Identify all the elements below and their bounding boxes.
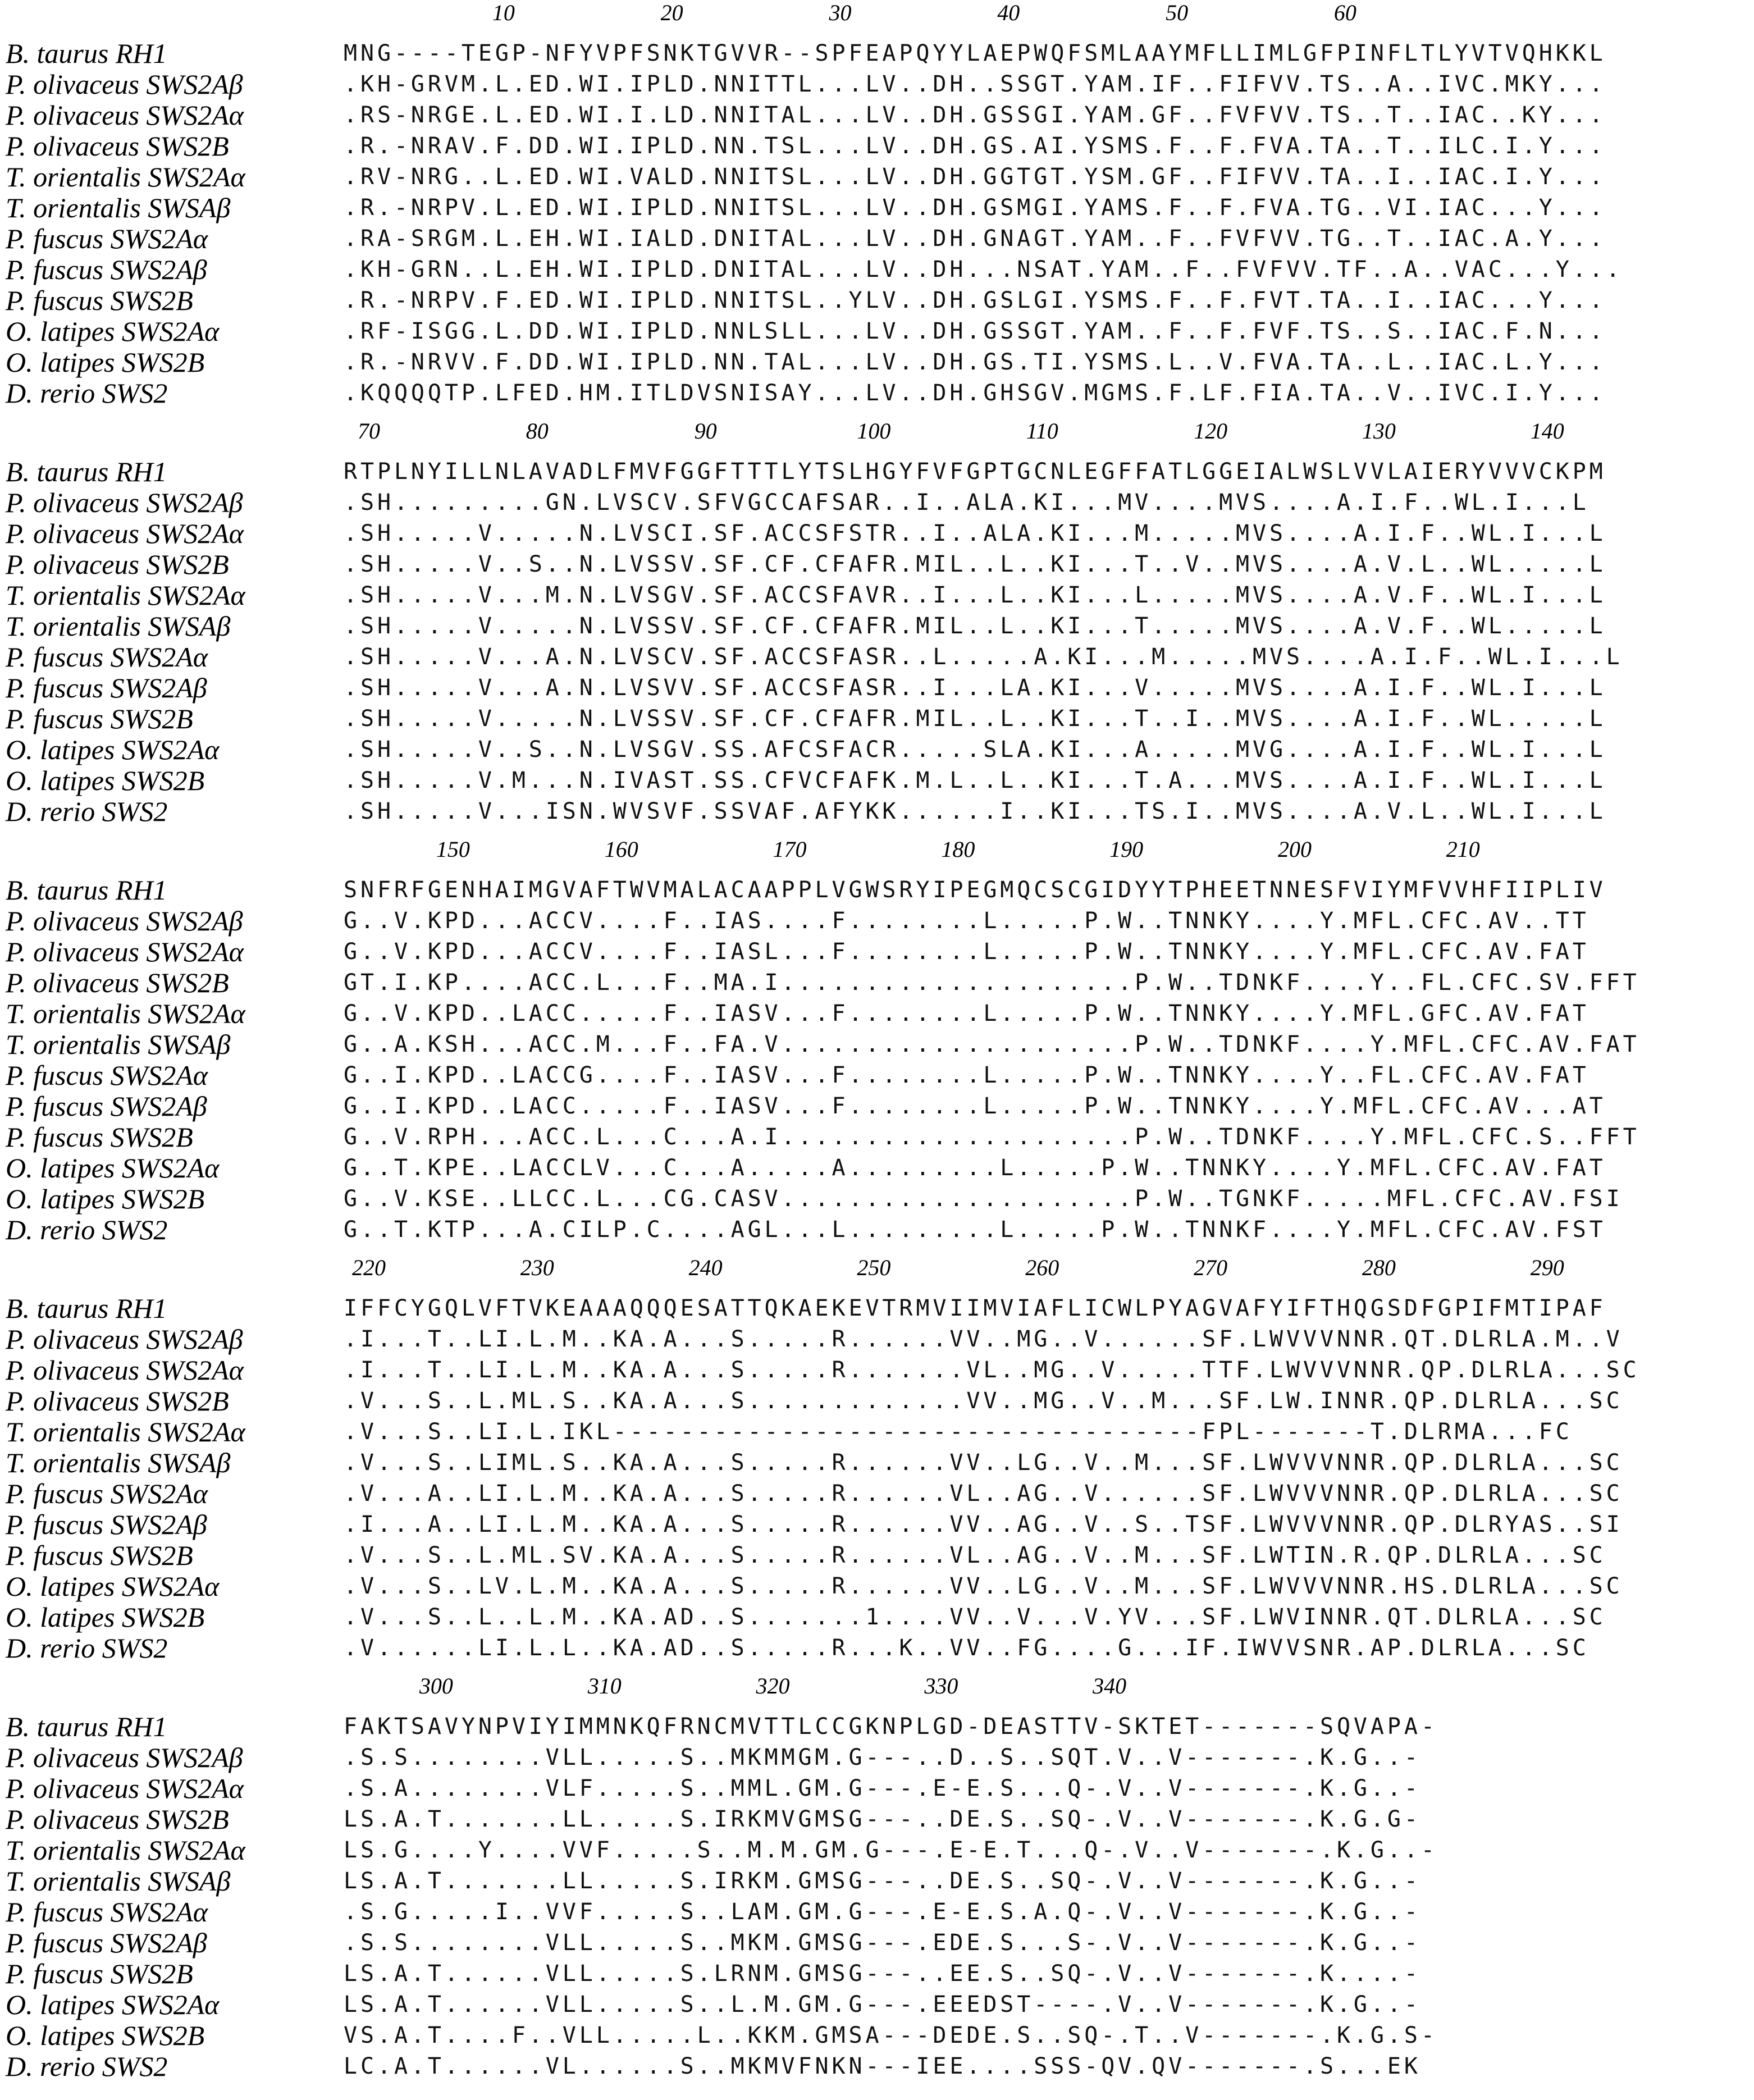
sequence: .V...S..LV.L.M..KA.A...S.....R......VV..LG..V..M...SF.LWVVVNNR.HS.DLRLA...SC bbox=[344, 1573, 1623, 1599]
alignment-row bbox=[0, 162, 1754, 193]
sequence: .SH.........GN.LVSCV.SFVGCCAFSAR..I..ALA.KI...MV....MVS....A.I.F..WL.I...L bbox=[344, 490, 1589, 515]
alignment-row bbox=[0, 1324, 1754, 1355]
species-label: P. fuscus SWS2Aα bbox=[6, 1060, 208, 1091]
sequence: .SH.....V...M.N.LVSGV.SF.ACCSFAVR..I...L..KI...L.....MVS....A.V.F..WL.I...L bbox=[344, 582, 1606, 608]
sequence: .SH.....V.....N.LVSSV.SF.CF.CFAFR.MIL..L..KI...T.....MVS....A.V.F..WL.....L bbox=[344, 613, 1606, 639]
species-label: P. fuscus SWS2Aβ bbox=[6, 1090, 207, 1122]
sequence: .S.S........VLL.....S..MKMMGM.G---..D..S..SQT.V..V-------.K.G..- bbox=[344, 1745, 1421, 1770]
position-tick: 80 bbox=[526, 418, 549, 444]
sequence: G..V.RPH...ACC.L...C...A.I.....................P.W..TDNKF....Y.MFL.CFC.S..FFT bbox=[344, 1124, 1640, 1150]
alignment-row bbox=[0, 967, 1754, 998]
position-tick: 270 bbox=[1194, 1255, 1228, 1280]
sequence: .R.-NRPV.L.ED.WI.IPLD.NNITSL...LV..DH.GSMGI.YAMS.F..F.FVA.TG..VI.IAC...Y... bbox=[344, 195, 1606, 221]
sequence: G..T.KTP...A.CILP.C....AGL...L.........L.....P.W..TNNKF....Y.MFL.CFC.AV.FST bbox=[344, 1217, 1606, 1243]
alignment-row bbox=[0, 2020, 1754, 2051]
species-label: P. olivaceus SWS2Aα bbox=[6, 99, 244, 131]
sequence: G..T.KPE..LACCLV...C...A.....A.........L.....P.W..TNNKY....Y.MFL.CFC.AV.FAT bbox=[344, 1155, 1606, 1181]
sequence: LS.A.T.......LL.....S.IRKMVGMSG---..DE.S..SQ-.V..V-------.K.G.G- bbox=[344, 1806, 1421, 1832]
alignment-row bbox=[0, 937, 1754, 967]
position-tick: 300 bbox=[419, 1673, 453, 1699]
alignment-row bbox=[0, 1989, 1754, 2020]
sequence: LS.A.T......VLL.....S..L.M.GM.G---.EEEDST----.V..V-------.K.G..- bbox=[344, 1992, 1421, 2017]
position-tick: 130 bbox=[1362, 418, 1396, 444]
alignment-row bbox=[0, 1448, 1754, 1478]
alignment-row bbox=[0, 1386, 1754, 1417]
sequence: .I...T..LI.L.M..KA.A...S.....R.......VL..MG..V.....TTF.LWVVVNNR.QP.DLRLA...SC bbox=[344, 1357, 1640, 1383]
alignment-row bbox=[0, 1773, 1754, 1804]
species-label: P. fuscus SWS2Aα bbox=[6, 1478, 208, 1509]
alignment-row bbox=[0, 796, 1754, 827]
species-label: T. orientalis SWS2Aα bbox=[6, 998, 245, 1029]
species-label: B. taurus RH1 bbox=[6, 38, 167, 69]
species-label: P. olivaceus SWS2B bbox=[6, 967, 229, 998]
sequence: .V......LI.L.L..KA.AD..S.....R...K..VV..FG....G...IF.IWVVSNR.AP.DLRLA...SC bbox=[344, 1635, 1589, 1661]
alignment-row bbox=[0, 1029, 1754, 1060]
sequence: .V...S..L.ML.SV.KA.A...S.....R......VL..AG..V..M...SF.LWTIN.R.QP.DLRLA...SC bbox=[344, 1542, 1606, 1568]
species-label: T. orientalis SWSAβ bbox=[6, 1447, 231, 1478]
sequence: .SH.....V.M...N.IVAST.SS.CFVCFAFK.M.L..L..KI...T.A...MVS....A.I.F..WL.I...L bbox=[344, 768, 1606, 793]
sequence: G..A.KSH...ACC.M...F..FA.V.....................P.W..TDNKF....Y.MFL.CFC.AV.FAT bbox=[344, 1031, 1640, 1057]
position-tick: 140 bbox=[1530, 418, 1564, 444]
alignment-row bbox=[0, 38, 1754, 69]
position-tick: 200 bbox=[1277, 837, 1312, 862]
species-label: P. olivaceus SWS2Aα bbox=[6, 518, 244, 549]
sequence: G..I.KPD..LACCG....F..IASV...F........L.....P.W..TNNKY....Y..FL.CFC.AV.FAT bbox=[344, 1062, 1589, 1088]
position-ruler bbox=[0, 837, 1754, 874]
sequence: GT.I.KP....ACC.L...F..MA.I.....................P.W..TDNKF....Y..FL.CFC.SV.FFT bbox=[344, 970, 1640, 996]
species-label: O. latipes SWS2B bbox=[6, 765, 205, 796]
alignment-row bbox=[0, 998, 1754, 1029]
species-label: O. latipes SWS2B bbox=[6, 1601, 205, 1633]
sequence: .SH.....V...A.N.LVSCV.SF.ACCSFASR..L.....A.KI...M.....MVS....A.I.F..WL.I...L bbox=[344, 644, 1623, 670]
alignment-row bbox=[0, 1215, 1754, 1245]
sequence: SNFRFGENHAIMGVAFTWVMALACAAPPLVGWSRYIPEGMQCSCGIDYYTPHEETNNESFVIYMFVVHFIIPLIV bbox=[344, 877, 1606, 903]
species-label: P. fuscus SWS2B bbox=[6, 1121, 193, 1153]
species-label: D. rerio SWS2 bbox=[6, 796, 168, 827]
sequence: .R.-NRAV.F.DD.WI.IPLD.NN.TSL...LV..DH.GS.AI.YSMS.F..F.FVA.TA..T..ILC.I.Y... bbox=[344, 133, 1606, 159]
alignment-row bbox=[0, 611, 1754, 642]
alignment-row bbox=[0, 347, 1754, 378]
species-label: P. fuscus SWS2B bbox=[6, 1958, 193, 1989]
alignment-row bbox=[0, 906, 1754, 937]
sequence: .KH-GRN..L.EH.WI.IPLD.DNITAL...LV..DH...NSAT.YAM..F..FVFVV.TF..A..VAC...Y... bbox=[344, 257, 1623, 282]
sequence: .KQQQQTP.LFED.HM.ITLDVSNISAY...LV..DH.GHSGV.MGMS.F.LF.FIA.TA..V..IVC.I.Y... bbox=[344, 380, 1606, 406]
alignment-row bbox=[0, 487, 1754, 518]
alignment-row bbox=[0, 254, 1754, 285]
position-tick: 250 bbox=[857, 1255, 891, 1280]
alignment-row bbox=[0, 1293, 1754, 1324]
sequence: .S.G.....I..VVF.....S..LAM.GM.G---.E-E.S.A.Q-.V..V-------.K.G..- bbox=[344, 1899, 1421, 1925]
species-label: B. taurus RH1 bbox=[6, 1293, 167, 1324]
species-label: P. olivaceus SWS2Aα bbox=[6, 936, 244, 967]
position-tick: 240 bbox=[688, 1255, 723, 1280]
species-label: P. olivaceus SWS2B bbox=[6, 130, 229, 162]
position-ruler bbox=[0, 1255, 1754, 1292]
position-tick: 30 bbox=[829, 0, 852, 25]
species-label: T. orientalis SWS2Aα bbox=[6, 1416, 245, 1448]
species-label: P. fuscus SWS2B bbox=[6, 703, 193, 734]
alignment-row bbox=[0, 1959, 1754, 1989]
species-label: P. fuscus SWS2Aβ bbox=[6, 672, 207, 704]
species-label: P. olivaceus SWS2Aβ bbox=[6, 69, 243, 100]
species-label: O. latipes SWS2Aα bbox=[6, 1989, 220, 2020]
species-label: P. fuscus SWS2Aβ bbox=[6, 1509, 207, 1540]
species-label: P. fuscus SWS2B bbox=[6, 1540, 193, 1571]
sequence: .V...S..L.ML.S..KA.A...S.............VV..MG..V..M...SF.LW.INNR.QP.DLRLA...SC bbox=[344, 1388, 1623, 1414]
position-tick: 260 bbox=[1025, 1255, 1059, 1280]
species-label: P. olivaceus SWS2Aα bbox=[6, 1773, 244, 1804]
alignment-row bbox=[0, 100, 1754, 131]
position-ruler bbox=[0, 1673, 1754, 1710]
alignment-row bbox=[0, 1742, 1754, 1773]
sequence: LS.A.T.......LL.....S.IRKM.GMSG---..DE.S..SQ-.V..V-------.K.G..- bbox=[344, 1868, 1421, 1894]
species-label: O. latipes SWS2Aα bbox=[6, 1571, 220, 1602]
sequence: .SH.....V.....N.LVSSV.SF.CF.CFAFR.MIL..L..KI...T..I..MVS....A.I.F..WL.....L bbox=[344, 706, 1606, 732]
species-label: T. orientalis SWS2Aα bbox=[6, 579, 245, 611]
alignment-row bbox=[0, 456, 1754, 487]
species-label: D. rerio SWS2 bbox=[6, 377, 168, 409]
alignment-row bbox=[0, 285, 1754, 316]
position-tick: 70 bbox=[357, 418, 380, 444]
sequence: G..I.KPD..LACC.....F..IASV...F........L.....P.W..TNNKY....Y.MFL.CFC.AV...AT bbox=[344, 1093, 1606, 1119]
position-tick: 60 bbox=[1333, 0, 1356, 25]
position-tick: 10 bbox=[492, 0, 515, 25]
alignment-row bbox=[0, 1602, 1754, 1633]
species-label: D. rerio SWS2 bbox=[6, 2051, 168, 2082]
sequence: LS.A.T......VLL.....S.LRNM.GMSG---..EE.S..SQ-.V..V-------.K....- bbox=[344, 1961, 1421, 1987]
sequence: .R.-NRVV.F.DD.WI.IPLD.NN.TAL...LV..DH.GS.TI.YSMS.L..V.FVA.TA..L..IAC.L.Y... bbox=[344, 349, 1606, 375]
sequence: RTPLNYILLNLAVADLFMVFGGFTTTLYTSLHGYFVFGPTGCNLEGFFATLGGEIALWSLVVLAIERYVVVCKPM bbox=[344, 459, 1606, 485]
alignment-row bbox=[0, 1417, 1754, 1448]
species-label: P. fuscus SWS2Aα bbox=[6, 641, 208, 673]
alignment-row bbox=[0, 1355, 1754, 1386]
sequence: .SH.....V...A.N.LVSVV.SF.ACCSFASR..I...LA.KI...V.....MVS....A.I.F..WL.I...L bbox=[344, 675, 1606, 701]
alignment-row bbox=[0, 673, 1754, 704]
species-label: O. latipes SWS2Aα bbox=[6, 316, 220, 347]
species-label: P. fuscus SWS2Aα bbox=[6, 223, 208, 254]
sequence: G..V.KSE..LLCC.L...CG.CASV.....................P.W..TGNKF.....MFL.CFC.AV.FSI bbox=[344, 1186, 1623, 1212]
species-label: T. orientalis SWS2Aα bbox=[6, 161, 245, 193]
sequence: .I...T..LI.L.M..KA.A...S.....R......VV..MG..V......SF.LWVVVNNR.QT.DLRLA.M..V bbox=[344, 1326, 1623, 1352]
alignment-row bbox=[0, 1060, 1754, 1091]
alignment-row bbox=[0, 131, 1754, 162]
species-label: P. olivaceus SWS2B bbox=[6, 1385, 229, 1417]
sequence: .RS-NRGE.L.ED.WI.I.LD.NNITAL...LV..DH.GSSGI.YAM.GF..FVFVV.TS..T..IAC..KY... bbox=[344, 102, 1606, 128]
species-label: T. orientalis SWS2Aα bbox=[6, 1834, 245, 1866]
position-tick: 220 bbox=[351, 1255, 386, 1280]
alignment-row bbox=[0, 642, 1754, 673]
position-tick: 100 bbox=[857, 418, 891, 444]
position-tick: 230 bbox=[520, 1255, 554, 1280]
sequence: .SH.....V..S..N.LVSGV.SS.AFCSFACR.....SLA.KI...A.....MVG....A.I.F..WL.I...L bbox=[344, 737, 1606, 763]
position-tick: 20 bbox=[660, 0, 683, 25]
position-tick: 190 bbox=[1109, 837, 1144, 862]
sequence: .KH-GRVM.L.ED.WI.IPLD.NNITTL...LV..DH..SSGT.YAM.IF..FIFVV.TS..A..IVC.MKY... bbox=[344, 71, 1606, 97]
alignment-row bbox=[0, 1091, 1754, 1122]
alignment-row bbox=[0, 1122, 1754, 1153]
alignment-row bbox=[0, 580, 1754, 611]
sequence: G..V.KPD..LACC.....F..IASV...F........L.....P.W..TNNKY....Y.MFL.GFC.AV.FAT bbox=[344, 1001, 1589, 1026]
species-label: T. orientalis SWSAβ bbox=[6, 1029, 231, 1060]
species-label: P. olivaceus SWS2Aβ bbox=[6, 1323, 243, 1355]
position-tick: 310 bbox=[587, 1673, 622, 1699]
species-label: P. fuscus SWS2B bbox=[6, 285, 193, 316]
sequence: .V...S..L..L.M..KA.AD..S.......1....VV..V...V.YV...SF.LWVINNR.QT.DLRLA...SC bbox=[344, 1604, 1606, 1630]
alignment-row bbox=[0, 378, 1754, 409]
species-label: B. taurus RH1 bbox=[6, 1711, 167, 1742]
alignment-row bbox=[0, 1804, 1754, 1835]
position-tick: 50 bbox=[1166, 0, 1189, 25]
sequence: .SH.....V..S..N.LVSSV.SF.CF.CFAFR.MIL..L..KI...T..V..MVS....A.V.L..WL.....L bbox=[344, 551, 1606, 577]
alignment-row bbox=[0, 1928, 1754, 1959]
sequence: LS.G....Y....VVF.....S..M.M.GM.G---.E-E.T...Q-.V..V-------.K.G..- bbox=[344, 1837, 1438, 1863]
sequence: LC.A.T......VL......S..MKMVFNKN---IEE....SSS-QV.QV-------.S...EK bbox=[344, 2053, 1421, 2079]
alignment-row bbox=[0, 734, 1754, 765]
position-tick: 160 bbox=[604, 837, 638, 862]
alignment-row bbox=[0, 1897, 1754, 1928]
alignment-row bbox=[0, 704, 1754, 734]
alignment-row bbox=[0, 1711, 1754, 1742]
alignment-row bbox=[0, 1509, 1754, 1540]
alignment-row bbox=[0, 1540, 1754, 1571]
species-label: O. latipes SWS2B bbox=[6, 2020, 205, 2051]
species-label: B. taurus RH1 bbox=[6, 874, 167, 906]
species-label: D. rerio SWS2 bbox=[6, 1632, 168, 1664]
species-label: P. olivaceus SWS2Aβ bbox=[6, 1742, 243, 1773]
alignment-row bbox=[0, 1478, 1754, 1509]
alignment-row bbox=[0, 193, 1754, 223]
position-tick: 290 bbox=[1530, 1255, 1564, 1280]
sequence: IFFCYGQLVFTVKEAAAQQQESATTQKAEKEVTRMVIIMVIAFLICWLPYAGVAFYIFTHQGSDFGPIFMTIPAF bbox=[344, 1295, 1606, 1321]
sequence: .V...A..LI.L.M..KA.A...S.....R......VL..AG..V......SF.LWVVVNNR.QP.DLRLA...SC bbox=[344, 1481, 1623, 1506]
species-label: T. orientalis SWSAβ bbox=[6, 610, 231, 642]
position-tick: 330 bbox=[924, 1673, 958, 1699]
species-label: P. olivaceus SWS2B bbox=[6, 549, 229, 580]
species-label: P. olivaceus SWS2Aβ bbox=[6, 905, 243, 937]
sequence: .RA-SRGM.L.EH.WI.IALD.DNITAL...LV..DH.GNAGT.YAM..F..FVFVV.TG..T..IAC.A.Y... bbox=[344, 226, 1606, 252]
sequence: FAKTSAVYNPVIYIMMNKQFRNCMVTTLCCGKNPLGD-DEASTTV-SKTET-------SQVAPA- bbox=[344, 1714, 1438, 1740]
sequence: .V...S..LI.L.IKL-----------------------------------FPL-------T.DLRMA...FC bbox=[344, 1419, 1573, 1445]
species-label: P. olivaceus SWS2B bbox=[6, 1804, 229, 1835]
position-ruler bbox=[0, 418, 1754, 455]
species-label: O. latipes SWS2Aα bbox=[6, 734, 220, 765]
species-label: P. fuscus SWS2Aβ bbox=[6, 1927, 207, 1959]
sequence: .I...A..LI.L.M..KA.A...S.....R......VV..AG..V..S..TSF.LWVVVNNR.QP.DLRYAS..SI bbox=[344, 1512, 1623, 1537]
alignment-row bbox=[0, 316, 1754, 347]
alignment-row bbox=[0, 2051, 1754, 2082]
species-label: P. olivaceus SWS2Aα bbox=[6, 1354, 244, 1386]
position-tick: 40 bbox=[997, 0, 1020, 25]
species-label: P. olivaceus SWS2Aβ bbox=[6, 487, 243, 518]
position-tick: 180 bbox=[941, 837, 975, 862]
alignment-row bbox=[0, 1835, 1754, 1866]
sequence: .S.A........VLF.....S..MML.GM.G---.E-E.S...Q-.V..V-------.K.G..- bbox=[344, 1775, 1421, 1801]
alignment-row bbox=[0, 1866, 1754, 1897]
sequence: .RF-ISGG.L.DD.WI.IPLD.NNLSLL...LV..DH.GSSGT.YAM..F..F.FVF.TS..S..IAC.F.N... bbox=[344, 318, 1606, 344]
alignment-row bbox=[0, 1184, 1754, 1215]
sequence: .SH.....V...ISN.WVSVF.SSVAF.AFYKK......I..KI...TS.I..MVS....A.V.L..WL.I...L bbox=[344, 798, 1606, 824]
species-label: D. rerio SWS2 bbox=[6, 1214, 168, 1245]
sequence: .R.-NRPV.F.ED.WI.IPLD.NNITSL..YLV..DH.GSLGI.YSMS.F..F.FVT.TA..I..IAC...Y... bbox=[344, 287, 1606, 313]
alignment-row bbox=[0, 69, 1754, 100]
species-label: O. latipes SWS2B bbox=[6, 1183, 205, 1215]
species-label: P. fuscus SWS2Aα bbox=[6, 1896, 208, 1928]
position-ruler bbox=[0, 0, 1754, 37]
position-tick: 120 bbox=[1194, 418, 1228, 444]
alignment-row bbox=[0, 1571, 1754, 1602]
sequence: MNG----TEGP-NFYVPFSNKTGVVR--SPFEAPQYYLAEPWQFSMLAAYMFLLIMLGFPINFLTLYVTVQHKKL bbox=[344, 40, 1606, 66]
species-label: O. latipes SWS2B bbox=[6, 346, 205, 378]
position-tick: 170 bbox=[773, 837, 807, 862]
alignment-row bbox=[0, 1633, 1754, 1664]
sequence: .SH.....V.....N.LVSCI.SF.ACCSFSTR..I..ALA.KI...M.....MVS....A.I.F..WL.I...L bbox=[344, 521, 1606, 546]
alignment-row bbox=[0, 549, 1754, 580]
position-tick: 320 bbox=[756, 1673, 790, 1699]
sequence: .S.S........VLL.....S..MKM.GMSG---.EDE.S...S-.V..V-------.K.G..- bbox=[344, 1930, 1421, 1956]
species-label: O. latipes SWS2Aα bbox=[6, 1152, 220, 1184]
species-label: B. taurus RH1 bbox=[6, 456, 167, 487]
sequence: G..V.KPD...ACCV....F..IAS....F........L.....P.W..TNNKY....Y.MFL.CFC.AV..TT bbox=[344, 908, 1589, 934]
species-label: T. orientalis SWSAβ bbox=[6, 192, 231, 223]
sequence: VS.A.T....F..VLL.....L..KKM.GMSA---DEDE.S..SQ-.T..V-------.K.G.S- bbox=[344, 2023, 1438, 2048]
species-label: P. fuscus SWS2Aβ bbox=[6, 254, 207, 285]
alignment-row bbox=[0, 1153, 1754, 1184]
alignment-row bbox=[0, 765, 1754, 796]
alignment-row bbox=[0, 875, 1754, 906]
alignment-row bbox=[0, 223, 1754, 254]
alignment-row bbox=[0, 518, 1754, 549]
position-tick: 210 bbox=[1446, 837, 1480, 862]
sequence: G..V.KPD...ACCV....F..IASL...F........L.....P.W..TNNKY....Y.MFL.CFC.AV.FAT bbox=[344, 939, 1589, 965]
position-tick: 90 bbox=[694, 418, 717, 444]
sequence: .RV-NRG..L.ED.WI.VALD.NNITSL...LV..DH.GGTGT.YSM.GF..FIFVV.TA..I..IAC.I.Y... bbox=[344, 164, 1606, 190]
position-tick: 340 bbox=[1093, 1673, 1127, 1699]
position-tick: 150 bbox=[436, 837, 470, 862]
sequence: .V...S..LIML.S..KA.A...S.....R......VV..LG..V..M...SF.LWVVVNNR.QP.DLRLA...SC bbox=[344, 1450, 1623, 1476]
position-tick: 110 bbox=[1026, 418, 1058, 444]
species-label: T. orientalis SWSAβ bbox=[6, 1865, 231, 1897]
position-tick: 280 bbox=[1362, 1255, 1396, 1280]
